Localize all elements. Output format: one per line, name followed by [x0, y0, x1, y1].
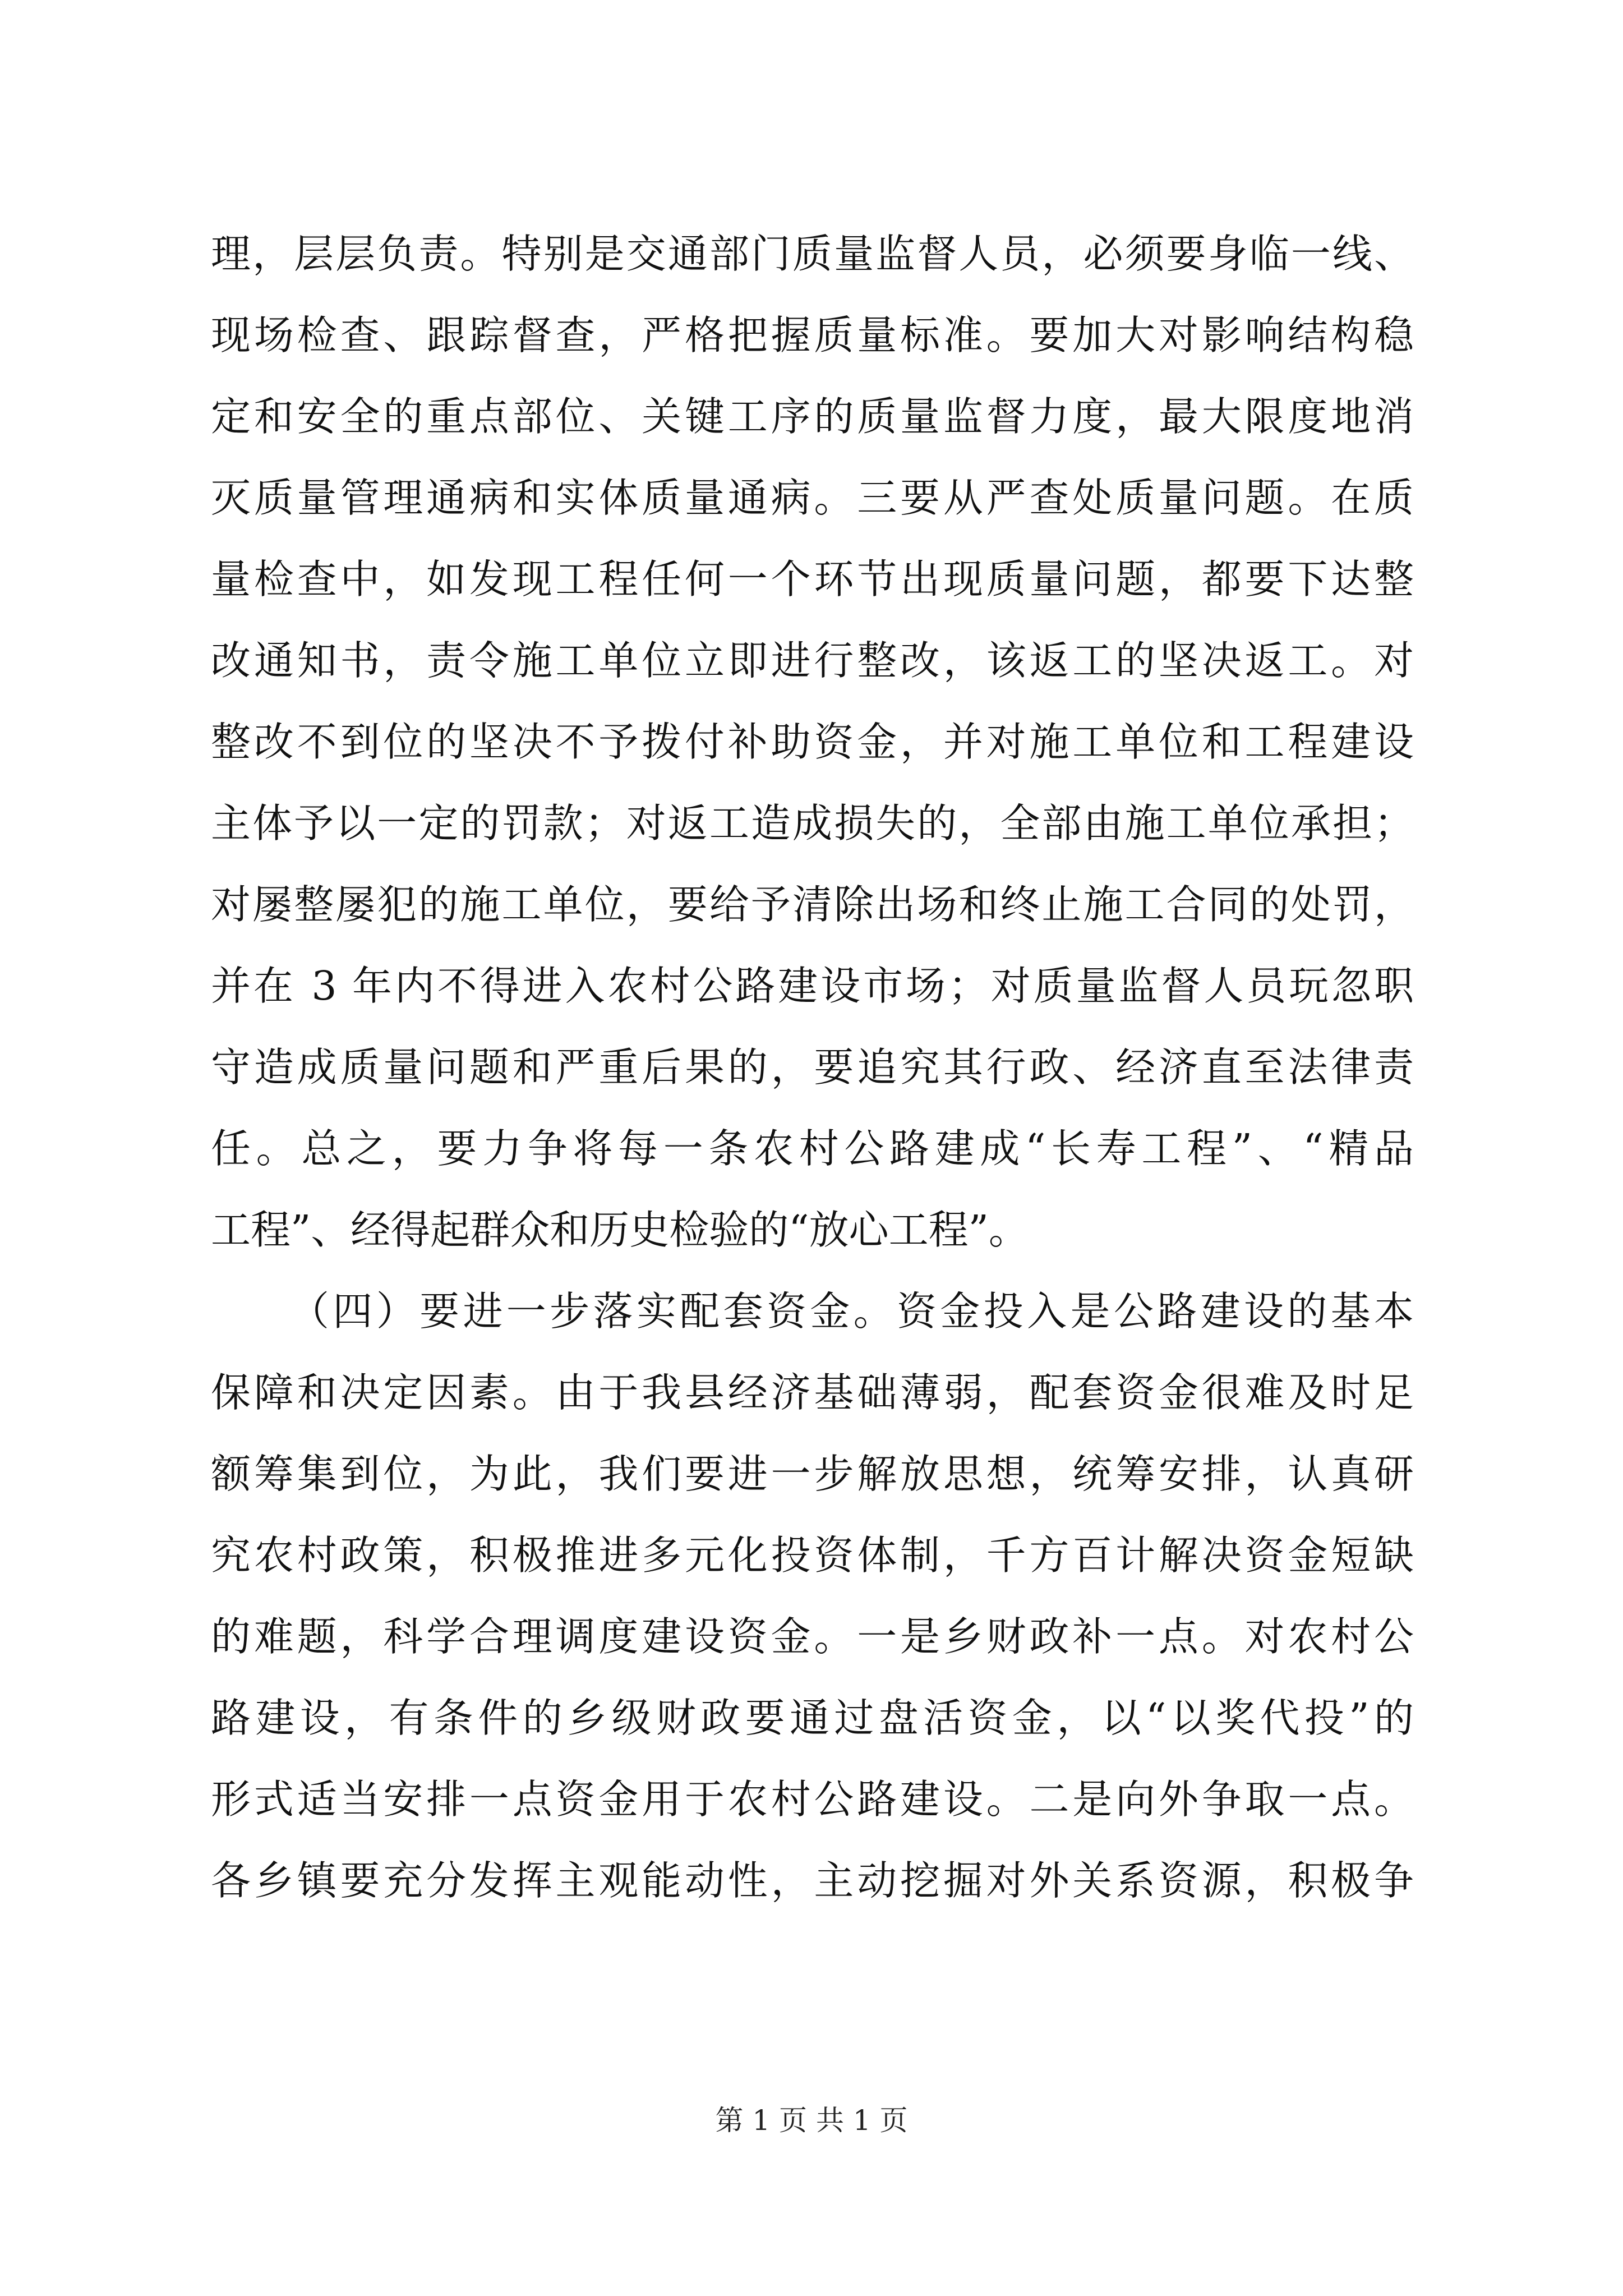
text-line: 路建设，有条件的乡级财政要通过盘活资金，以“以奖代投”的 [211, 1695, 1414, 1741]
page-footer [0, 2101, 1623, 2140]
text-line: 并在 3 年内不得进入农村公路建设市场；对质量监督人员玩忽职 [211, 963, 1414, 1009]
text-line: 任。总之，要力争将每一条农村公路建成“长寿工程”、“精品 [211, 1125, 1414, 1172]
text-line: 主体予以一定的罚款；对返工造成损失的，全部由施工单位承担； [211, 800, 1414, 846]
text-line: 量检查中，如发现工程任何一个环节出现质量问题，都要下达整 [211, 556, 1414, 602]
text-line: 现场检查、跟踪督查，严格把握质量标准。要加大对影响结构稳 [211, 312, 1414, 358]
text-line: 定和安全的重点部位、关键工序的质量监督力度，最大限度地消 [211, 393, 1414, 440]
text-line: 理，层层负责。特别是交通部门质量监督人员，必须要身临一线、 [211, 231, 1414, 277]
text-line: 守造成质量问题和严重后果的，要追究其行政、经济直至法律责 [211, 1044, 1414, 1091]
text-line: 对屡整屡犯的施工单位，要给予清除出场和终止施工合同的处罚， [211, 881, 1414, 928]
text-line: 保障和决定因素。由于我县经济基础薄弱，配套资金很难及时足 [211, 1369, 1414, 1416]
body-text [211, 213, 1414, 1921]
text-line: 各乡镇要充分发挥主观能动性，主动挖掘对外关系资源，积极争 [211, 1857, 1414, 1904]
text-line: 形式适当安排一点资金用于农村公路建设。二是向外争取一点。 [211, 1776, 1414, 1823]
text-line: 究农村政策，积极推进多元化投资体制，千方百计解决资金短缺 [211, 1532, 1414, 1579]
text-line: 改通知书，责令施工单位立即进行整改，该返工的坚决返工。对 [211, 637, 1414, 684]
text-line: 灭质量管理通病和实体质量通病。三要从严查处质量问题。在质 [211, 475, 1414, 521]
paragraph-first-line: （四）要进一步落实配套资金。资金投入是公路建设的基本 [289, 1288, 1414, 1335]
text-line: 额筹集到位，为此，我们要进一步解放思想，统筹安排，认真研 [211, 1451, 1414, 1497]
text-line: 的难题，科学合理调度建设资金。一是乡财政补一点。对农村公 [211, 1613, 1414, 1660]
paragraph-end-line: 工程”、经得起群众和历史检验的“放心工程”。 [211, 1207, 1029, 1253]
text-line: 整改不到位的坚决不予拨付补助资金，并对施工单位和工程建设 [211, 719, 1414, 765]
page-number: 第 1 页 共 1 页 [715, 2104, 908, 2137]
